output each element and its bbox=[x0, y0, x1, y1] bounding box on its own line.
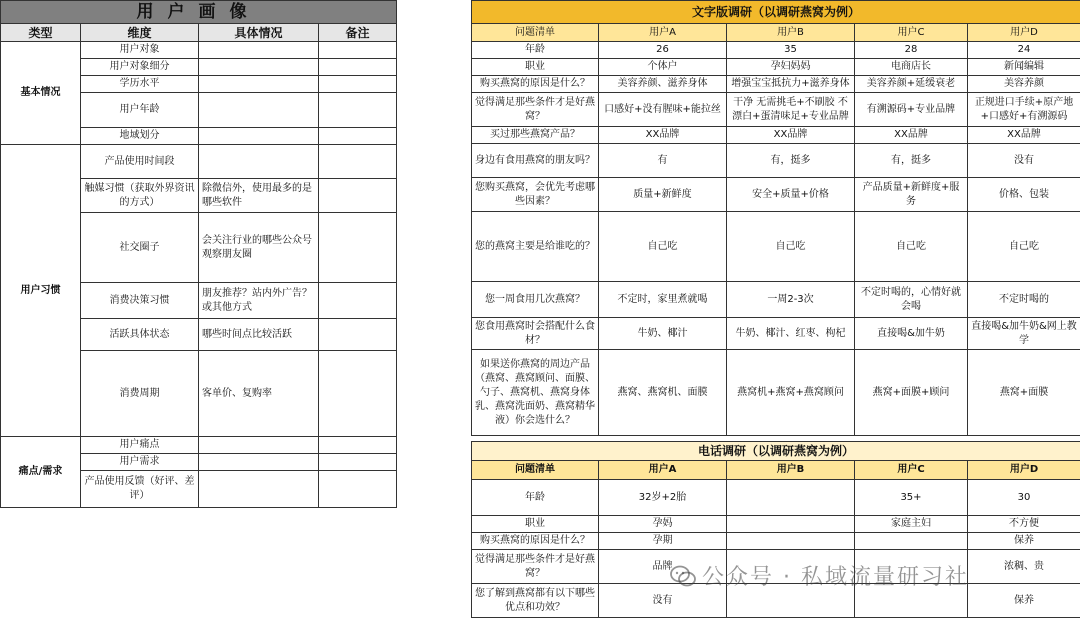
survey-row bbox=[472, 144, 1080, 178]
answer-cell: 有，挺多 bbox=[727, 144, 855, 178]
answer-cell bbox=[727, 533, 855, 550]
question-cell: 年龄 bbox=[472, 42, 599, 59]
detail-cell bbox=[199, 42, 319, 59]
phone-survey-title: 电话调研（以调研燕窝为例） bbox=[472, 442, 1080, 461]
answer-cell: 牛奶、椰汁 bbox=[599, 318, 727, 350]
answer-cell: 保养 bbox=[968, 584, 1080, 618]
question-cell: 年龄 bbox=[472, 480, 599, 516]
answer-cell: 直接喝&加牛奶 bbox=[855, 318, 968, 350]
survey-header: 用户C bbox=[855, 24, 968, 42]
question-cell: 您了解到燕窝都有以下哪些优点和功效？ bbox=[472, 584, 599, 618]
detail-cell bbox=[199, 59, 319, 76]
question-cell: 觉得满足那些条件才是好燕窝？ bbox=[472, 93, 599, 127]
answer-cell: 直接喝&加牛奶&网上教学 bbox=[968, 318, 1080, 350]
answer-cell: 个体户 bbox=[599, 59, 727, 76]
wechat-icon bbox=[670, 565, 696, 587]
detail-cell bbox=[199, 76, 319, 93]
survey-row bbox=[472, 127, 1080, 144]
category-user-habits: 用户习惯 bbox=[1, 145, 81, 437]
answer-cell: 美容养颜、滋养身体 bbox=[599, 76, 727, 93]
answer-cell: 孕妇妈妈 bbox=[727, 59, 855, 76]
detail-cell bbox=[199, 437, 319, 454]
survey-row bbox=[472, 178, 1080, 212]
survey-header: 用户A bbox=[599, 24, 727, 42]
answer-cell: XX品牌 bbox=[599, 127, 727, 144]
answer-cell: 燕窝、燕窝机、面膜 bbox=[599, 350, 727, 436]
dimension-cell: 消费决策习惯 bbox=[81, 283, 199, 319]
phone-survey-table bbox=[471, 441, 1080, 618]
detail-cell: 哪些时间点比较活跃 bbox=[199, 319, 319, 351]
remark-cell bbox=[319, 213, 397, 283]
answer-cell: 32岁+2胎 bbox=[599, 480, 727, 516]
answer-cell: 安全+质量+价格 bbox=[727, 178, 855, 212]
answer-cell: XX品牌 bbox=[727, 127, 855, 144]
remark-cell bbox=[319, 471, 397, 508]
remark-cell bbox=[319, 319, 397, 351]
question-cell: 职业 bbox=[472, 516, 599, 533]
answer-cell: 不定时喝的 bbox=[968, 282, 1080, 318]
answer-cell: 有 bbox=[599, 144, 727, 178]
answer-cell: 家庭主妇 bbox=[855, 516, 968, 533]
dimension-cell: 用户痛点 bbox=[81, 437, 199, 454]
answer-cell: 一周2-3次 bbox=[727, 282, 855, 318]
survey-row bbox=[472, 350, 1080, 436]
survey-row bbox=[472, 93, 1080, 127]
answer-cell: 价格、包装 bbox=[968, 178, 1080, 212]
survey-header: 用户D bbox=[968, 461, 1080, 480]
question-cell: 如果送你燕窝的周边产品（燕窝、燕窝顾问、面膜、勺子、燕窝机、燕窝身体乳、燕窝洗面奶、燕窝精华液）你会选什么？ bbox=[472, 350, 599, 436]
watermark bbox=[670, 560, 969, 591]
header-detail: 具体情况 bbox=[199, 24, 319, 42]
question-cell: 职业 bbox=[472, 59, 599, 76]
category-pain-points: 痛点/需求 bbox=[1, 437, 81, 508]
survey-row bbox=[472, 76, 1080, 93]
detail-cell: 除微信外，使用最多的是哪些软件 bbox=[199, 179, 319, 213]
survey-row bbox=[472, 59, 1080, 76]
user-profile-title: 用户画像 bbox=[1, 1, 397, 24]
survey-row bbox=[472, 533, 1080, 550]
remark-cell bbox=[319, 93, 397, 128]
answer-cell: 有，挺多 bbox=[855, 144, 968, 178]
question-cell: 购买燕窝的原因是什么？ bbox=[472, 76, 599, 93]
remark-cell bbox=[319, 42, 397, 59]
dimension-cell: 地域划分 bbox=[81, 128, 199, 145]
question-cell: 身边有食用燕窝的朋友吗？ bbox=[472, 144, 599, 178]
answer-cell: 美容养颜 bbox=[968, 76, 1080, 93]
dimension-cell: 用户需求 bbox=[81, 454, 199, 471]
question-cell: 觉得满足那些条件才是好燕窝？ bbox=[472, 550, 599, 584]
question-cell: 购买燕窝的原因是什么？ bbox=[472, 533, 599, 550]
survey-row bbox=[472, 282, 1080, 318]
answer-cell: 自己吃 bbox=[968, 212, 1080, 282]
survey-row bbox=[472, 42, 1080, 59]
answer-cell: 品牌 bbox=[599, 550, 727, 584]
survey-row bbox=[472, 480, 1080, 516]
remark-cell bbox=[319, 454, 397, 471]
answer-cell: 没有 bbox=[968, 144, 1080, 178]
answer-cell bbox=[727, 480, 855, 516]
question-cell: 您食用燕窝时会搭配什么食材？ bbox=[472, 318, 599, 350]
detail-cell bbox=[199, 145, 319, 179]
answer-cell: 增强宝宝抵抗力+滋养身体 bbox=[727, 76, 855, 93]
answer-cell bbox=[855, 533, 968, 550]
watermark-text: 公众号 · 私域流量研习社 bbox=[702, 565, 969, 590]
question-cell: 您购买燕窝，会优先考虑哪些因素？ bbox=[472, 178, 599, 212]
answer-cell: 孕期 bbox=[599, 533, 727, 550]
answer-cell: 孕妈 bbox=[599, 516, 727, 533]
text-survey-table bbox=[471, 0, 1080, 436]
remark-cell bbox=[319, 59, 397, 76]
detail-cell bbox=[199, 454, 319, 471]
dimension-cell: 学历水平 bbox=[81, 76, 199, 93]
question-cell: 您一周食用几次燕窝？ bbox=[472, 282, 599, 318]
answer-cell: XX品牌 bbox=[968, 127, 1080, 144]
answer-cell: 质量+新鲜度 bbox=[599, 178, 727, 212]
survey-header: 问题清单 bbox=[472, 461, 599, 480]
survey-header: 用户C bbox=[855, 461, 968, 480]
detail-cell: 朋友推荐？站内外广告？或其他方式 bbox=[199, 283, 319, 319]
answer-cell: 35 bbox=[727, 42, 855, 59]
category-basic-info: 基本情况 bbox=[1, 42, 81, 145]
detail-cell: 会关注行业的哪些公众号观察朋友圈 bbox=[199, 213, 319, 283]
answer-cell bbox=[727, 516, 855, 533]
answer-cell: 燕窝+面膜+顾问 bbox=[855, 350, 968, 436]
question-cell: 您的燕窝主要是给谁吃的？ bbox=[472, 212, 599, 282]
dimension-cell: 用户年龄 bbox=[81, 93, 199, 128]
detail-cell bbox=[199, 93, 319, 128]
answer-cell: 电商店长 bbox=[855, 59, 968, 76]
remark-cell bbox=[319, 283, 397, 319]
survey-row bbox=[472, 318, 1080, 350]
user-profile-table bbox=[0, 0, 397, 508]
answer-cell: 26 bbox=[599, 42, 727, 59]
dimension-cell: 活跃具体状态 bbox=[81, 319, 199, 351]
answer-cell: 不方便 bbox=[968, 516, 1080, 533]
answer-cell: 自己吃 bbox=[855, 212, 968, 282]
dimension-cell: 产品使用反馈（好评、差评） bbox=[81, 471, 199, 508]
answer-cell: 正规进口手续+原产地+口感好+有溯源码 bbox=[968, 93, 1080, 127]
answer-cell: 不定时，家里煮就喝 bbox=[599, 282, 727, 318]
dimension-cell: 用户对象 bbox=[81, 42, 199, 59]
remark-cell bbox=[319, 437, 397, 454]
remark-cell bbox=[319, 179, 397, 213]
answer-cell: 牛奶、椰汁、红枣、枸杞 bbox=[727, 318, 855, 350]
detail-cell: 客单价、复购率 bbox=[199, 351, 319, 437]
survey-header: 问题清单 bbox=[472, 24, 599, 42]
answer-cell: 新闻编辑 bbox=[968, 59, 1080, 76]
answer-cell: 有溯源码+专业品牌 bbox=[855, 93, 968, 127]
answer-cell: 24 bbox=[968, 42, 1080, 59]
answer-cell: 自己吃 bbox=[599, 212, 727, 282]
remark-cell bbox=[319, 76, 397, 93]
header-type: 类型 bbox=[1, 24, 81, 42]
header-remark: 备注 bbox=[319, 24, 397, 42]
dimension-cell: 产品使用时间段 bbox=[81, 145, 199, 179]
header-dimension: 维度 bbox=[81, 24, 199, 42]
dimension-cell: 触媒习惯（获取外界资讯的方式） bbox=[81, 179, 199, 213]
dimension-cell: 社交圈子 bbox=[81, 213, 199, 283]
answer-cell: 不定时喝的，心情好就会喝 bbox=[855, 282, 968, 318]
survey-header: 用户B bbox=[727, 461, 855, 480]
survey-header: 用户D bbox=[968, 24, 1080, 42]
answer-cell: 美容养颜+延缓衰老 bbox=[855, 76, 968, 93]
answer-cell: 干净 无需挑毛+不刷胶 不漂白+蛋清味足+专业品牌 bbox=[727, 93, 855, 127]
answer-cell: 保养 bbox=[968, 533, 1080, 550]
survey-header: 用户A bbox=[599, 461, 727, 480]
dimension-cell: 用户对象细分 bbox=[81, 59, 199, 76]
answer-cell: 口感好+没有腥味+能拉丝 bbox=[599, 93, 727, 127]
answer-cell: 30 bbox=[968, 480, 1080, 516]
survey-header: 用户B bbox=[727, 24, 855, 42]
answer-cell: 没有 bbox=[599, 584, 727, 618]
answer-cell: XX品牌 bbox=[855, 127, 968, 144]
question-cell: 买过那些燕窝产品？ bbox=[472, 127, 599, 144]
answer-cell: 产品质量+新鲜度+服务 bbox=[855, 178, 968, 212]
survey-row bbox=[472, 516, 1080, 533]
answer-cell: 燕窝机+燕窝+燕窝顾问 bbox=[727, 350, 855, 436]
remark-cell bbox=[319, 145, 397, 179]
answer-cell: 自己吃 bbox=[727, 212, 855, 282]
text-survey-title: 文字版调研（以调研燕窝为例） bbox=[472, 1, 1080, 24]
remark-cell bbox=[319, 351, 397, 437]
detail-cell bbox=[199, 471, 319, 508]
answer-cell: 浓稠、贵 bbox=[968, 550, 1080, 584]
detail-cell bbox=[199, 128, 319, 145]
remark-cell bbox=[319, 128, 397, 145]
survey-row bbox=[472, 212, 1080, 282]
answer-cell: 燕窝+面膜 bbox=[968, 350, 1080, 436]
dimension-cell: 消费周期 bbox=[81, 351, 199, 437]
answer-cell: 35+ bbox=[855, 480, 968, 516]
answer-cell: 28 bbox=[855, 42, 968, 59]
